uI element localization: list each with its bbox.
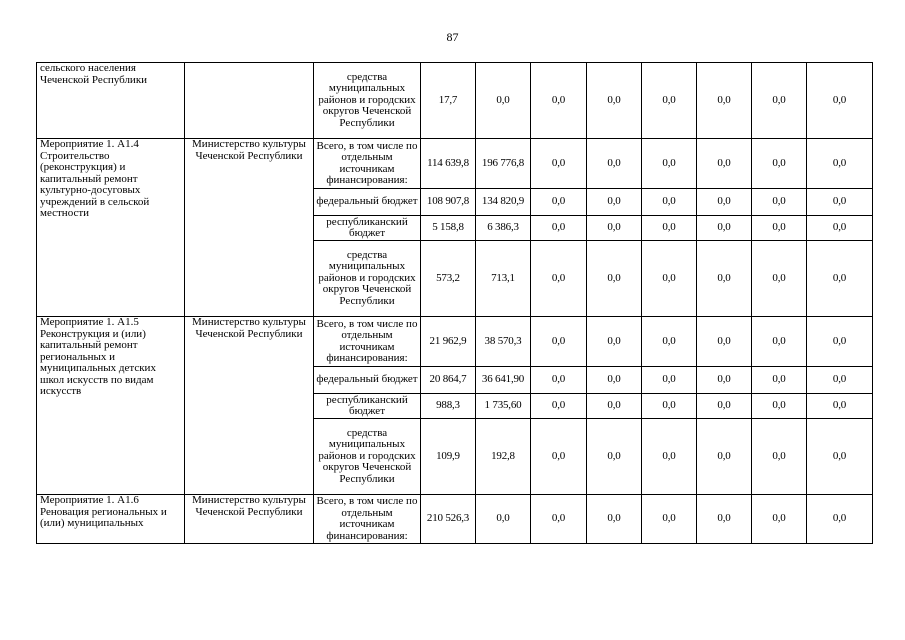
value-cell: 0,0 [531, 63, 587, 139]
value-cell: 0,0 [752, 216, 807, 241]
value-cell: 0,0 [807, 419, 873, 495]
funding-source-cell: республиканский бюджет [314, 216, 421, 241]
table-row [37, 495, 873, 544]
value-cell: 0,0 [531, 495, 587, 544]
value-cell: 0,0 [642, 367, 697, 394]
value-cell: 0,0 [531, 241, 587, 317]
value-cell: 0,0 [752, 394, 807, 419]
funding-source-cell: федеральный бюджет [314, 367, 421, 394]
value-cell: 0,0 [587, 419, 642, 495]
value-cell: 17,7 [421, 63, 476, 139]
value-cell: 192,8 [476, 419, 531, 495]
activity-cell: Мероприятие 1. А1.5 Реконструкция и (или) капитальный ремонт региональных и муниципальных детских школ искусств по видам искусств [37, 317, 185, 495]
value-cell: 0,0 [642, 139, 697, 189]
value-cell: 0,0 [807, 394, 873, 419]
value-cell: 0,0 [752, 367, 807, 394]
value-cell: 0,0 [587, 189, 642, 216]
value-cell: 0,0 [807, 63, 873, 139]
value-cell: 134 820,9 [476, 189, 531, 216]
activity-cell: Мероприятие 1. А1.6 Реновация региональных и (или) муниципальных [37, 495, 185, 544]
value-cell: 0,0 [531, 216, 587, 241]
value-cell: 0,0 [697, 367, 752, 394]
value-cell: 1 735,60 [476, 394, 531, 419]
value-cell: 109,9 [421, 419, 476, 495]
funding-source-cell: Всего, в том числе по отдельным источникам финансирования: [314, 317, 421, 367]
value-cell: 0,0 [752, 139, 807, 189]
value-cell: 0,0 [587, 394, 642, 419]
value-cell: 0,0 [531, 394, 587, 419]
value-cell: 988,3 [421, 394, 476, 419]
value-cell: 0,0 [587, 317, 642, 367]
value-cell: 0,0 [807, 495, 873, 544]
value-cell: 108 907,8 [421, 189, 476, 216]
value-cell: 0,0 [697, 394, 752, 419]
value-cell: 0,0 [587, 216, 642, 241]
table-body [37, 63, 873, 544]
value-cell: 0,0 [587, 241, 642, 317]
value-cell: 0,0 [752, 189, 807, 216]
value-cell: 0,0 [642, 394, 697, 419]
funding-source-cell: средства муниципальных районов и городских округов Чеченской Республики [314, 63, 421, 139]
value-cell: 0,0 [697, 317, 752, 367]
funding-source-cell: республиканский бюджет [314, 394, 421, 419]
value-cell: 0,0 [807, 139, 873, 189]
value-cell: 0,0 [642, 189, 697, 216]
value-cell: 6 386,3 [476, 216, 531, 241]
value-cell: 0,0 [642, 419, 697, 495]
value-cell: 0,0 [697, 139, 752, 189]
value-cell: 0,0 [642, 216, 697, 241]
funding-source-cell: Всего, в том числе по отдельным источникам финансирования: [314, 139, 421, 189]
executor-cell: Министерство культуры Чеченской Республики [185, 317, 314, 495]
value-cell: 21 962,9 [421, 317, 476, 367]
value-cell: 0,0 [697, 495, 752, 544]
value-cell: 20 864,7 [421, 367, 476, 394]
value-cell: 0,0 [807, 189, 873, 216]
value-cell: 0,0 [752, 63, 807, 139]
value-cell: 0,0 [642, 241, 697, 317]
value-cell: 210 526,3 [421, 495, 476, 544]
table-row [37, 63, 873, 139]
value-cell: 114 639,8 [421, 139, 476, 189]
value-cell: 0,0 [697, 216, 752, 241]
value-cell: 0,0 [807, 317, 873, 367]
value-cell: 0,0 [531, 317, 587, 367]
funding-source-cell: средства муниципальных районов и городских округов Чеченской Республики [314, 241, 421, 317]
value-cell: 0,0 [587, 495, 642, 544]
value-cell: 0,0 [642, 495, 697, 544]
value-cell: 0,0 [807, 367, 873, 394]
executor-cell: Министерство культуры Чеченской Республики [185, 495, 314, 544]
financing-table [36, 62, 873, 544]
value-cell: 0,0 [697, 241, 752, 317]
value-cell: 0,0 [642, 63, 697, 139]
value-cell: 713,1 [476, 241, 531, 317]
value-cell: 0,0 [531, 139, 587, 189]
value-cell: 0,0 [587, 139, 642, 189]
value-cell: 0,0 [531, 419, 587, 495]
value-cell: 0,0 [807, 241, 873, 317]
value-cell: 0,0 [697, 189, 752, 216]
page-number: 87 [446, 30, 459, 44]
value-cell: 38 570,3 [476, 317, 531, 367]
value-cell: 0,0 [752, 241, 807, 317]
value-cell: 0,0 [752, 495, 807, 544]
value-cell: 0,0 [697, 63, 752, 139]
value-cell: 5 158,8 [421, 216, 476, 241]
value-cell: 0,0 [697, 419, 752, 495]
value-cell: 0,0 [642, 317, 697, 367]
table-row [37, 139, 873, 189]
funding-source-cell: федеральный бюджет [314, 189, 421, 216]
table-row [37, 317, 873, 367]
funding-source-cell: средства муниципальных районов и городских округов Чеченской Республики [314, 419, 421, 495]
value-cell: 36 641,90 [476, 367, 531, 394]
value-cell: 0,0 [807, 216, 873, 241]
executor-cell: Министерство культуры Чеченской Республики [185, 139, 314, 317]
value-cell: 0,0 [587, 63, 642, 139]
value-cell: 0,0 [752, 317, 807, 367]
activity-cell: Мероприятие 1. А1.4 Строительство (реконструкция) и капитальный ремонт культурно-досуговых учреждений в сельской местности [37, 139, 185, 317]
funding-source-cell: Всего, в том числе по отдельным источникам финансирования: [314, 495, 421, 544]
value-cell: 0,0 [531, 367, 587, 394]
value-cell: 0,0 [476, 63, 531, 139]
executor-cell [185, 63, 314, 139]
value-cell: 196 776,8 [476, 139, 531, 189]
value-cell: 0,0 [752, 419, 807, 495]
value-cell: 0,0 [531, 189, 587, 216]
value-cell: 573,2 [421, 241, 476, 317]
activity-cell: сельского населения Чеченской Республики [37, 63, 185, 139]
value-cell: 0,0 [587, 367, 642, 394]
value-cell: 0,0 [476, 495, 531, 544]
